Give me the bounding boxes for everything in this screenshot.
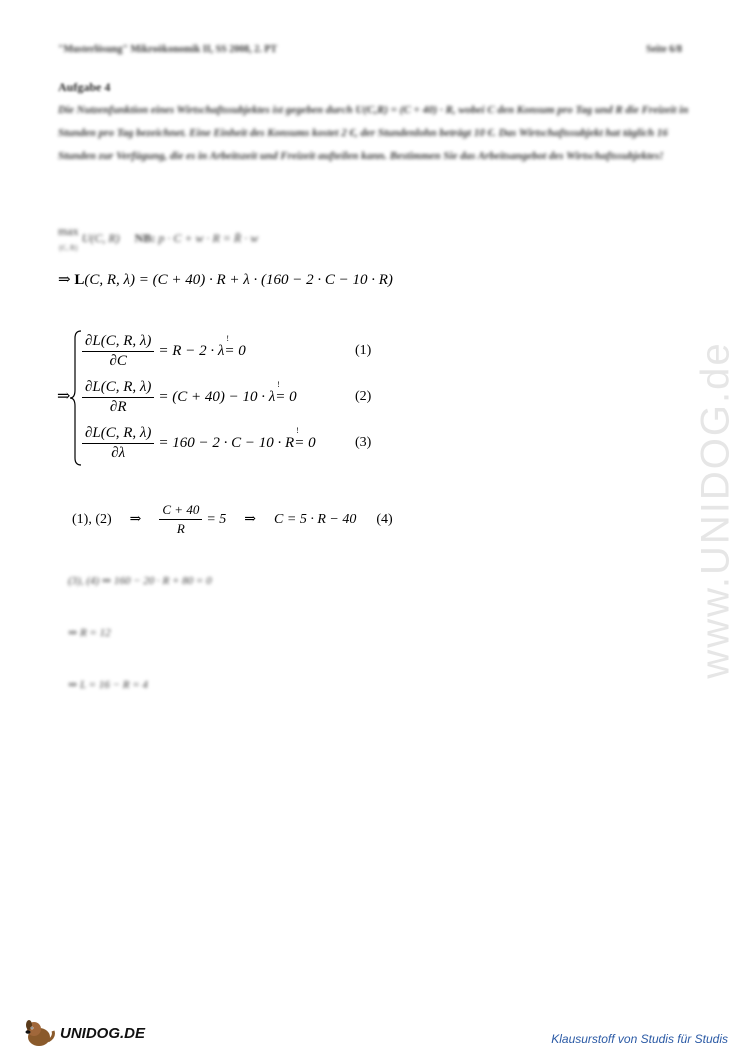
foc1-denominator: ∂C [109,353,127,369]
step4-reference: (1), (2) [72,511,112,527]
foc-equation-1 [82,333,246,370]
foc-equation-3 [82,425,316,462]
dog-icon [22,1017,56,1049]
task-title: Aufgabe 4 [58,80,111,94]
foc2-numerator: ∂L(C, R, λ) [82,379,154,398]
equation-tag-1: (1) [355,343,372,358]
foc1-condition: ! = 0 [224,343,245,360]
step4-arrow: ⇒ [129,512,142,527]
task-text: Die Nutzenfunktion eines Wirtschaftssubjektes ist gegeben durch U(C,R) = (C + 40) · R, wobei C den Konsum pro Tag und R die Freizeit in Stunden pro Tag bezeichnet. Eine Einheit des Konsums kostet 2 €, der Stundenlohn beträgt 10 €. Das Wirtschaftssubjekt hat täglich 16 Stunden zur Verfügung, die es in Arbeitszeit und Freizeit aufteilen kann. Bestimmen Sie das Arbeitsangebot des Wirtschaftssubjektes! [58,104,689,162]
header-left: "Musterlösung" Mikroökonomik II, SS 2008, 2. PT [58,44,278,55]
lagrangian-expression: (C, R, λ) = (C + 40) · R + λ · (160 − 2 · C − 10 · R) [84,272,393,288]
lagrangian: ⇒ L(C, R, λ) = (C + 40) · R + λ · (160 − 2 · C − 10 · R) [58,272,393,288]
foc3-condition: ! = 0 [294,435,315,452]
derivation-step-4 [72,502,393,537]
system-brace [70,330,82,466]
foc-equation-2 [82,379,297,416]
max-operator: max [58,224,79,238]
derivation-step-6: ⇒ R = 12 [68,627,111,639]
unidog-logo[interactable] [22,1016,162,1050]
foc2-condition: ! = 0 [275,389,296,406]
foc2-denominator: ∂R [109,399,127,415]
page-number: Seite 6/8 [646,44,682,55]
foc3-numerator: ∂L(C, R, λ) [82,425,154,444]
watermark: www.UNIDOG.de [693,341,738,679]
footer-tagline: Klausurstoff von Studis für Studis [551,1032,728,1046]
logo-text: UNIDOG.DE [60,1024,146,1042]
utility-function: U(C, R) [81,230,120,245]
constraint-label: NB: [134,230,156,245]
foc3-rhs: = 160 − 2 · C − 10 · R [158,435,295,451]
foc3-denominator: ∂λ [111,445,126,461]
system-arrow: ⇒ [57,388,71,405]
step4-result: C = 5 · R − 40 [274,511,357,527]
derivation-step-7: ⇒ L = 16 − R = 4 [68,679,148,691]
page-header [58,44,682,55]
step4-numerator: C + 40 [159,502,202,520]
max-subscript: {C, R} [58,244,79,252]
equation-tag-3: (3) [355,435,372,450]
foc1-rhs: = R − 2 · λ [158,343,225,359]
foc1-numerator: ∂L(C, R, λ) [82,333,154,352]
derivation-step-5: (3), (4) ⇒ 160 − 20 · R + 80 = 0 [68,575,212,587]
optimization-problem [58,224,258,254]
foc2-rhs: = (C + 40) − 10 · λ [158,389,276,405]
step4-ratio: = 5 [206,511,227,527]
implies-arrow: ⇒ [58,272,71,288]
equation-tag-2: (2) [355,389,372,404]
step4-arrow-2: ⇒ [244,512,257,527]
budget-constraint: p · C + w · R = R̄ · w [158,230,259,245]
equation-tag-4: (4) [376,511,393,527]
step4-denominator: R [176,521,185,536]
